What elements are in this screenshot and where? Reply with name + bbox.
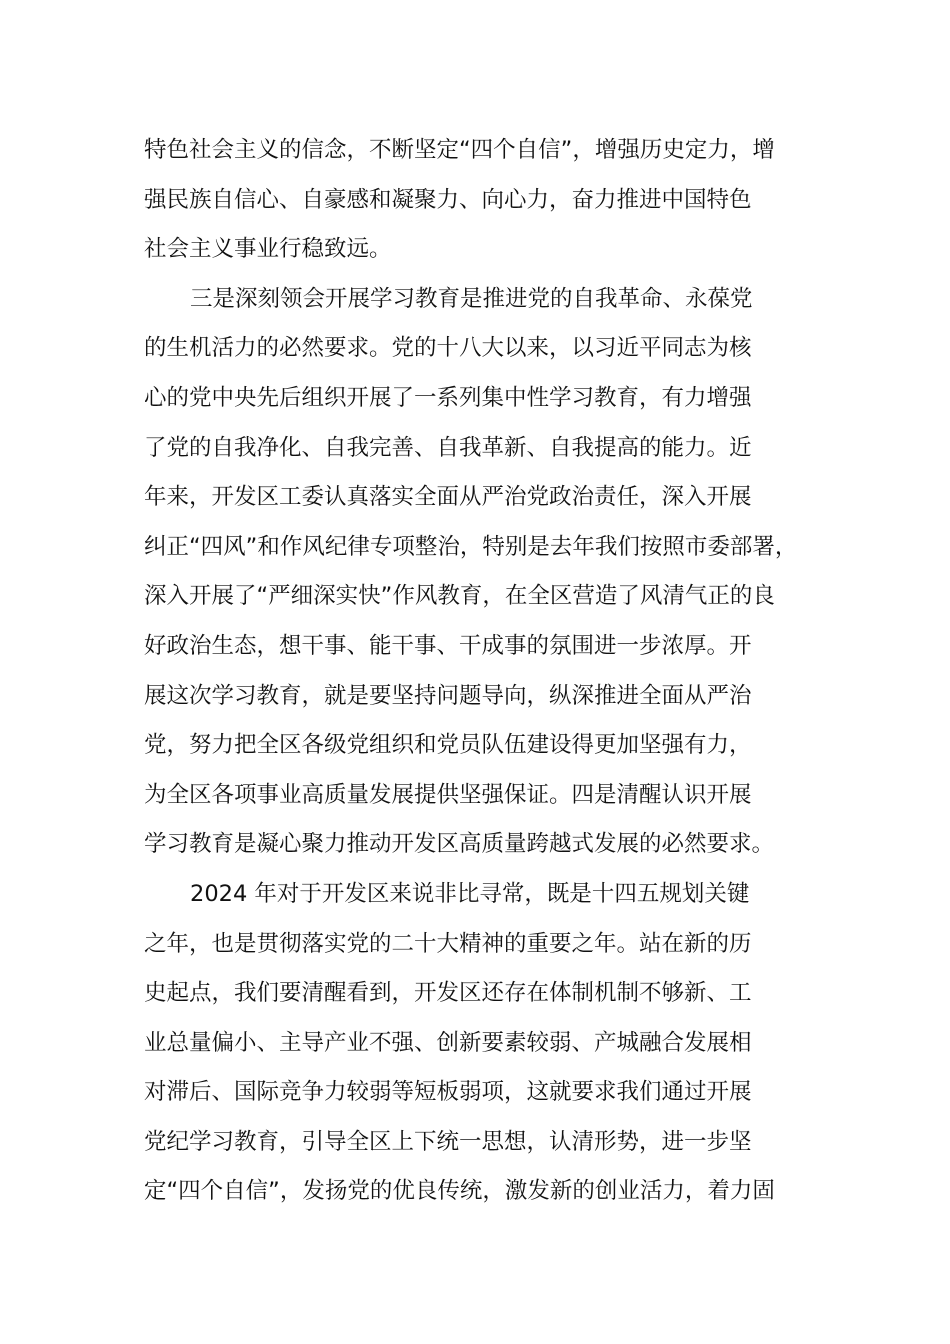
text-line: 为全区各项事业高质量发展提供坚强保证。四是清醒认识开展 — [144, 781, 752, 808]
text-line: 展这次学习教育，就是要坚持问题导向，纵深推进全面从严治 — [144, 682, 752, 709]
text-line: 了党的自我净化、自我完善、自我革新、自我提高的能力。近 — [144, 434, 752, 461]
document-body — [144, 126, 814, 1217]
text-line: 党，努力把全区各级党组织和党员队伍建设得更加坚强有力， — [144, 732, 752, 759]
text-line: 业总量偏小、主导产业不强、创新要素较弱、产城融合发展相 — [144, 1029, 752, 1056]
text-line: 三是深刻领会开展学习教育是推进党的自我革命、永葆党 — [190, 285, 753, 312]
text-line: 的生机活力的必然要求。党的十八大以来，以习近平同志为核 — [144, 335, 752, 362]
text-line: 史起点，我们要清醒看到，开发区还存在体制机制不够新、工 — [144, 980, 752, 1007]
text-line: 党纪学习教育，引导全区上下统一思想，认清形势，进一步坚 — [144, 1128, 752, 1155]
text-line: 对滞后、国际竞争力较弱等短板弱项，这就要求我们通过开展 — [144, 1079, 752, 1106]
text-line: 好政治生态，想干事、能干事、干成事的氛围进一步浓厚。开 — [144, 632, 752, 659]
text-line: 之年，也是贯彻落实党的二十大精神的重要之年。站在新的历 — [144, 930, 752, 957]
text-line: 学习教育是凝心聚力推动开发区高质量跨越式发展的必然要求。 — [144, 831, 775, 858]
text-line: 心的党中央先后组织开展了一系列集中性学习教育，有力增强 — [144, 384, 752, 411]
text-line: 2024 年对于开发区来说非比寻常，既是十四五规划关键 — [190, 880, 750, 907]
text-line: 强民族自信心、自豪感和凝聚力、向心力，奋力推进中国特色 — [144, 186, 752, 213]
text-line: 纠正“四风”和作风纪律专项整治，特别是去年我们按照市委部署， — [144, 533, 798, 560]
text-line: 定“四个自信”，发扬党的优良传统，激发新的创业活力，着力固 — [144, 1178, 775, 1205]
text-line: 社会主义事业行稳致远。 — [144, 236, 392, 263]
text-line: 特色社会主义的信念，不断坚定“四个自信”，增强历史定力，增 — [144, 137, 775, 163]
text-line: 深入开展了“严细深实快”作风教育，在全区营造了风清气正的良 — [144, 583, 775, 610]
text-line: 年来，开发区工委认真落实全面从严治党政治责任，深入开展 — [144, 484, 752, 511]
